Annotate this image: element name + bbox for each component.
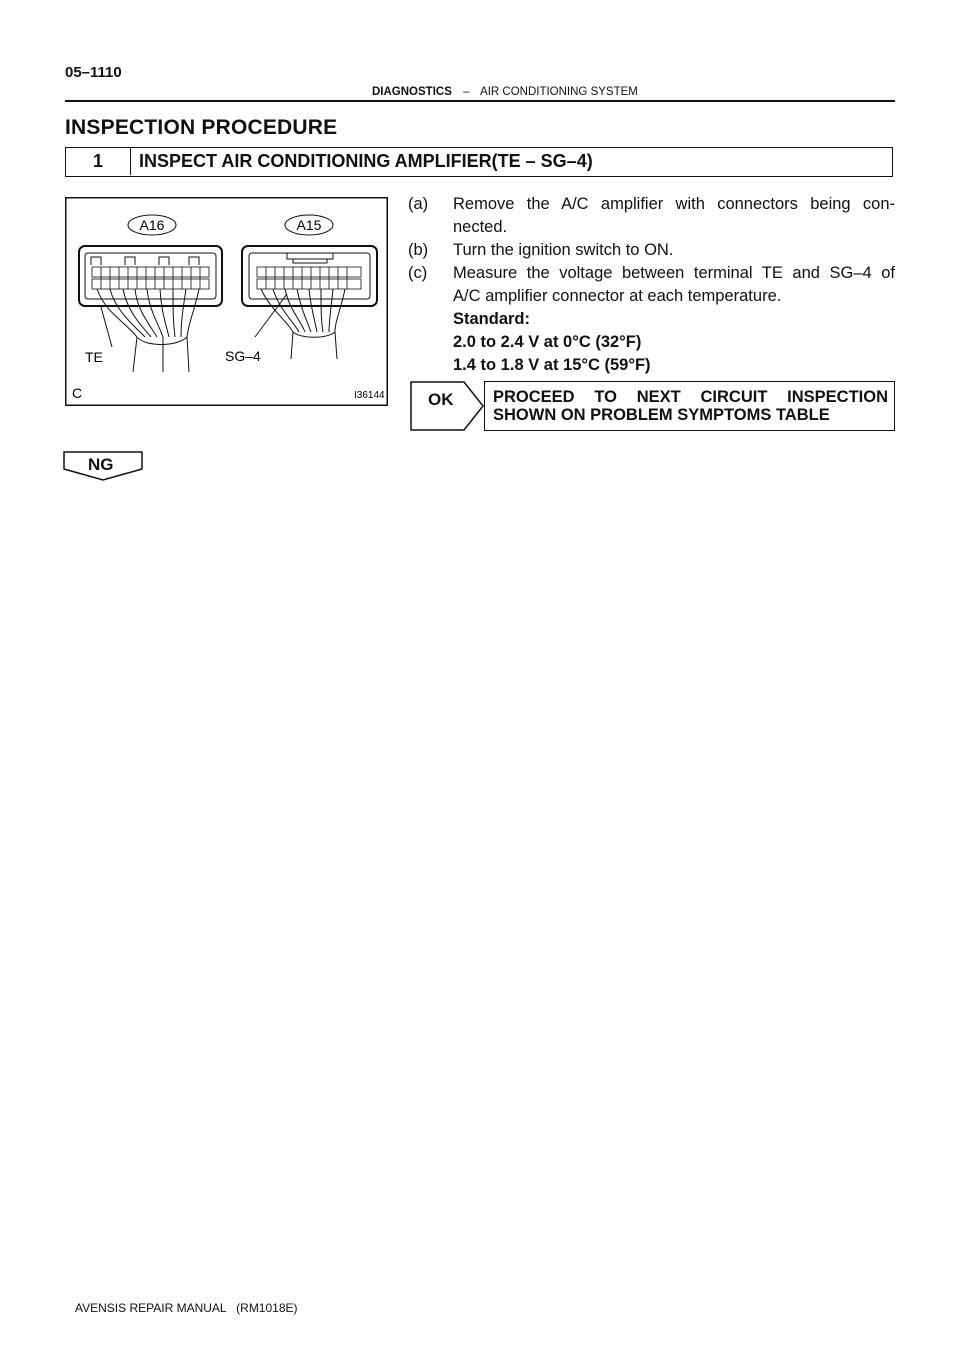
instruction-c-label: (c) [408, 264, 428, 282]
ng-label: NG [88, 455, 114, 474]
connector-a15 [242, 246, 377, 359]
instruction-a-label: (a) [408, 195, 429, 213]
header-separator: – [463, 86, 470, 98]
connector-figure [65, 197, 388, 406]
instruction-c-text: Measure the voltage between terminal TE and SG–4 of [453, 264, 895, 282]
ok-result-box [484, 381, 895, 431]
ok-result-line1: PROCEED TO NEXT CIRCUIT INSPECTION [493, 388, 888, 406]
header-rule [65, 100, 895, 102]
page-number: 05–1110 [65, 64, 122, 81]
header-subsection: AIR CONDITIONING SYSTEM [480, 86, 638, 98]
step-number: 1 [66, 148, 131, 175]
running-header [372, 86, 638, 98]
ok-result-line2: SHOWN ON PROBLEM SYMPTOMS TABLE [493, 406, 830, 424]
figure-id: I36144 [354, 390, 385, 401]
instruction-b-label: (b) [408, 241, 429, 259]
standard-label: Standard: [453, 310, 531, 328]
figure-corner-mark: C [72, 385, 83, 401]
step-box [65, 147, 893, 177]
ok-label: OK [428, 390, 454, 409]
connector-a16-label: A16 [139, 217, 165, 233]
connector-a15-label: A15 [296, 217, 322, 233]
terminal-sg4-label: SG–4 [225, 348, 261, 364]
standard-value-0c: 2.0 to 2.4 V at 0°C (32°F) [453, 333, 642, 351]
instruction-a-text: Remove the A/C amplifier with connectors being con- [453, 195, 895, 213]
step-title: INSPECT AIR CONDITIONING AMPLIFIER(TE – SG–4) [139, 151, 593, 171]
instruction-a-cont: nected. [453, 218, 508, 236]
terminal-te-label: TE [85, 349, 103, 365]
header-section: DIAGNOSTICS [372, 86, 452, 98]
instruction-b-text: Turn the ignition switch to ON. [453, 241, 674, 259]
ok-result-text [493, 388, 888, 424]
section-title: INSPECTION PROCEDURE [65, 116, 338, 139]
instruction-c-cont: A/C amplifier connector at each temperature. [453, 287, 782, 305]
standard-value-15c: 1.4 to 1.8 V at 15°C (59°F) [453, 356, 651, 374]
footer: AVENSIS REPAIR MANUAL (RM1018E) [75, 1301, 298, 1315]
